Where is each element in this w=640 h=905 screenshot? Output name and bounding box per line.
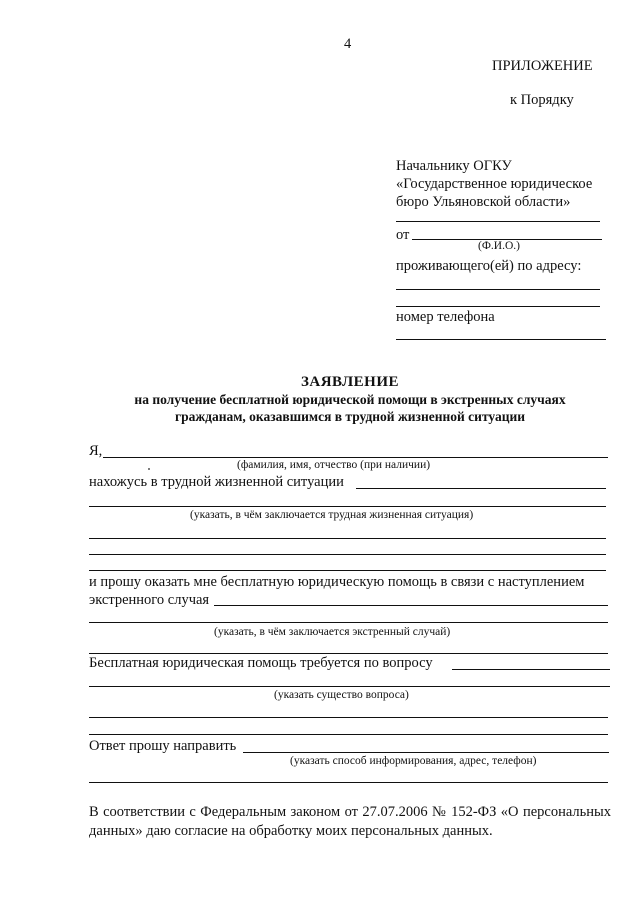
answer-label: Ответ прошу направить: [89, 738, 237, 754]
full-name-hint: (фамилия, имя, отчество (при наличии): [237, 459, 431, 471]
answer-line-2[interactable]: [89, 782, 608, 783]
answer-field[interactable]: [243, 752, 609, 753]
question-line-3[interactable]: [89, 717, 608, 718]
addressee-blank-line[interactable]: [396, 221, 600, 222]
phone-label: номер телефона: [396, 309, 495, 325]
i-label: Я,: [89, 443, 103, 459]
situation-hint: (указать, в чём заключается трудная жизненная ситуация): [190, 509, 474, 521]
situation-label: нахожусь в трудной жизненной ситуации: [89, 474, 344, 490]
appendix-subtitle: к Порядку: [510, 92, 574, 108]
appendix-title: ПРИЛОЖЕНИЕ: [492, 58, 593, 74]
document-subtitle-2: гражданам, оказавшимся в трудной жизненной ситуации: [174, 409, 526, 424]
question-field[interactable]: [452, 669, 610, 670]
address-field-1[interactable]: [396, 289, 600, 290]
scan-speck: [148, 468, 150, 470]
full-name-field[interactable]: [103, 457, 608, 458]
question-line-2[interactable]: [89, 686, 610, 687]
phone-field[interactable]: [396, 339, 606, 340]
situation-line-3[interactable]: [89, 538, 606, 539]
emergency-field[interactable]: [214, 605, 608, 606]
residing-label: проживающего(ей) по адресу:: [396, 258, 582, 274]
emergency-hint: (указать, в чём заключается экстренный случай): [214, 626, 451, 638]
situation-field[interactable]: [356, 488, 606, 489]
addressee-line-3: бюро Ульяновской области»: [396, 194, 571, 210]
page-number: 4: [344, 36, 352, 52]
emergency-line-2[interactable]: [89, 622, 608, 623]
situation-line-2[interactable]: [89, 506, 606, 507]
addressee-line-1: Начальнику ОГКУ: [396, 158, 512, 174]
addressee-line-2: «Государственное юридическое: [396, 176, 593, 192]
from-label: от: [396, 227, 410, 243]
question-label: Бесплатная юридическая помощь требуется по вопросу: [89, 655, 433, 671]
request-line-1: и прошу оказать мне бесплатную юридическую помощь в связи с наступлением: [89, 574, 585, 590]
document-subtitle-1: на получение бесплатной юридической помощи в экстренных случаях: [134, 392, 566, 407]
emergency-line-3[interactable]: [89, 653, 608, 654]
document-title: ЗАЯВЛЕНИЕ: [300, 374, 400, 390]
answer-hint: (указать способ информирования, адрес, телефон): [290, 755, 537, 767]
address-field-2[interactable]: [396, 306, 600, 307]
question-line-4[interactable]: [89, 734, 608, 735]
request-line-2: экстренного случая: [89, 592, 210, 608]
consent-paragraph: В соответствии с Федеральным законом от 27.07.2006 № 152-ФЗ «О персональных данных» даю согласие на обработку моих персональных данных.: [89, 804, 611, 839]
question-hint: (указать существо вопроса): [274, 689, 409, 701]
fio-hint: (Ф.И.О.): [478, 240, 520, 252]
situation-line-5[interactable]: [89, 570, 606, 571]
situation-line-4[interactable]: [89, 554, 606, 555]
